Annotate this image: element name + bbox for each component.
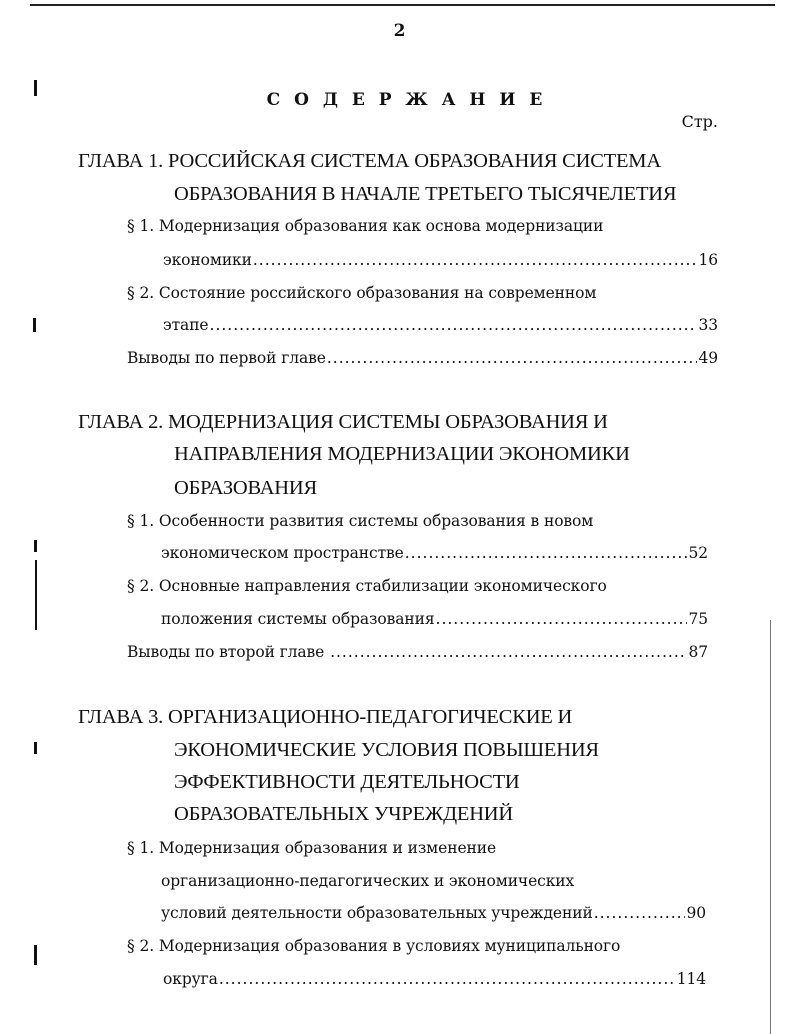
dot-leader	[327, 351, 698, 367]
entry-text: экономики	[163, 251, 252, 269]
entry-text: положения системы образования	[161, 610, 435, 628]
entry-text: этапе	[163, 316, 209, 334]
toc-title: С О Д Е Р Ж А Н И Е	[266, 90, 547, 110]
dot-leader	[405, 546, 688, 562]
chapter-3-heading-cont: ОБРАЗОВАТЕЛЬНЫХ УЧРЕЖДЕНИЙ	[174, 803, 514, 825]
entry-page: 90	[686, 904, 706, 922]
scan-mark	[34, 540, 37, 552]
scan-mark	[35, 560, 37, 630]
conclusion-page: 87	[688, 643, 708, 661]
chapter-2-section-2: § 2. Основные направления стабилизации экономического	[127, 577, 607, 595]
chapter-3-section-2-entry	[163, 972, 706, 988]
entry-text: условий деятельности образовательных учреждений	[161, 904, 593, 922]
chapter-2-section-1-entry	[161, 546, 708, 562]
chapter-3-heading: ГЛАВА 3. ОРГАНИЗАЦИОННО-ПЕДАГОГИЧЕСКИЕ И	[78, 706, 573, 728]
chapter-1-section-2-entry	[163, 318, 718, 334]
chapter-1-section-2: § 2. Состояние российского образования на современном	[127, 284, 597, 302]
entry-page: 16	[698, 251, 718, 269]
chapter-1-section-1: § 1. Модернизация образования как основа модернизации	[127, 217, 604, 235]
scan-mark	[34, 945, 37, 965]
dot-leader	[594, 906, 686, 922]
page-column-label: Стр.	[681, 112, 718, 131]
chapter-1-heading: ГЛАВА 1. РОССИЙСКАЯ СИСТЕМА ОБРАЗОВАНИЯ СИСТЕМА	[78, 150, 661, 172]
dot-leader	[219, 972, 676, 988]
page-number: 2	[393, 21, 406, 41]
top-border-line	[30, 4, 775, 6]
entry-page: 114	[676, 970, 706, 988]
chapter-3-section-1-cont: организационно-педагогических и экономических	[161, 872, 575, 890]
chapter-3-section-1-entry	[161, 906, 706, 922]
chapter-1-conclusion	[127, 351, 718, 367]
chapter-1-section-1-entry	[163, 253, 718, 269]
scan-mark	[33, 318, 36, 332]
dot-leader	[436, 612, 688, 628]
dot-leader	[210, 318, 698, 334]
entry-page: 52	[688, 544, 708, 562]
entry-page: 33	[698, 316, 718, 334]
chapter-1-heading-cont: ОБРАЗОВАНИЯ В НАЧАЛЕ ТРЕТЬЕГО ТЫСЯЧЕЛЕТИЯ	[174, 183, 677, 205]
chapter-2-heading-cont: НАПРАВЛЕНИЯ МОДЕРНИЗАЦИИ ЭКОНОМИКИ	[174, 443, 630, 465]
chapter-2-conclusion	[127, 645, 708, 661]
conclusion-text: Выводы по первой главе	[127, 349, 326, 367]
chapter-2-section-1: § 1. Особенности развития системы образования в новом	[127, 512, 594, 530]
chapter-3-heading-cont: ЭКОНОМИЧЕСКИЕ УСЛОВИЯ ПОВЫШЕНИЯ	[174, 739, 599, 761]
chapter-3-heading-cont: ЭФФЕКТИВНОСТИ ДЕЯТЕЛЬНОСТИ	[174, 771, 520, 793]
chapter-3-section-2: § 2. Модернизация образования в условиях муниципального	[127, 937, 621, 955]
dot-leader	[330, 645, 687, 661]
scan-mark	[34, 742, 37, 754]
chapter-3-section-1: § 1. Модернизация образования и изменение	[127, 839, 497, 857]
entry-page: 75	[688, 610, 708, 628]
dot-leader	[253, 253, 698, 269]
right-margin-line	[770, 620, 771, 1034]
entry-text: экономическом пространстве	[161, 544, 404, 562]
chapter-2-heading-cont: ОБРАЗОВАНИЯ	[174, 477, 317, 499]
chapter-2-section-2-entry	[161, 612, 708, 628]
entry-text: округа	[163, 970, 218, 988]
conclusion-text: Выводы по второй главе	[127, 643, 330, 661]
chapter-2-heading: ГЛАВА 2. МОДЕРНИЗАЦИЯ СИСТЕМЫ ОБРАЗОВАНИЯ И	[78, 411, 608, 433]
conclusion-page: 49	[698, 349, 718, 367]
